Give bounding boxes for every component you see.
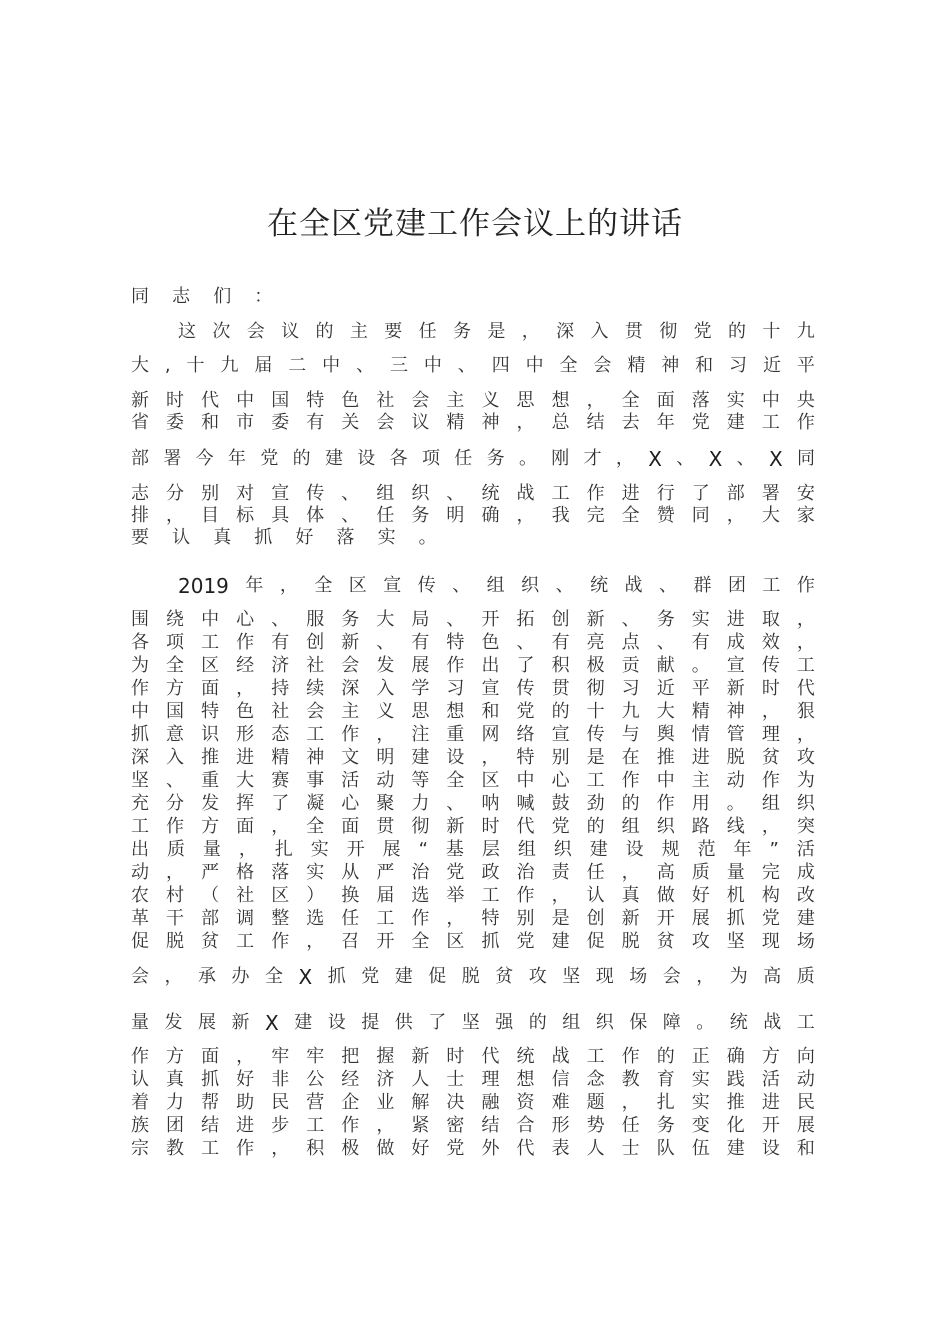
- text-line: 2019 年 ， 全 区 宣 传 、 组 织 、 统 战 、 群 团 工 作: [178, 574, 815, 598]
- text-line: 同 志 们 ：: [131, 286, 273, 307]
- text-line: 革 干 部 调 整 选 任 工 作 ， 特 别 是 创 新 开 展 抓 党 建: [131, 908, 815, 929]
- text-line: 为 全 区 经 济 社 会 发 展 作 出 了 积 极 贡 献 。 宣 传 工: [131, 655, 815, 676]
- text-line: 认 真 抓 好 非 公 经 济 人 士 理 想 信 念 教 育 实 践 活 动: [131, 1069, 815, 1090]
- text-line: 坚 、 重 大 赛 事 活 动 等 全 区 中 心 工 作 中 主 动 作 为: [131, 770, 815, 791]
- text-line: 部 署 今 年 党 的 建 设 各 项 任 务 。 刚 才 ， X 、 X 、 X 同: [131, 447, 815, 471]
- text-line: 排 ， 目 标 具 体 、 任 务 明 确 ， 我 完 全 赞 同 ， 大 家: [131, 505, 815, 526]
- text-line: 新 时 代 中 国 特 色 社 会 主 义 思 想 ， 全 面 落 实 中 央: [131, 390, 815, 411]
- text-line: 围 绕 中 心 、 服 务 大 局 、 开 拓 创 新 、 务 实 进 取 ，: [131, 609, 815, 630]
- text-line: 着 力 帮 助 民 营 企 业 解 决 融 资 难 题 ， 扎 实 推 进 民: [131, 1092, 815, 1113]
- text-line: 大 , 十 九 届 二 中 、 三 中 、 四 中 全 会 精 神 和 习 近 平: [131, 355, 815, 376]
- text-line: 深 入 推 进 精 神 文 明 建 设 ， 特 别 是 在 推 进 脱 贫 攻: [131, 747, 815, 768]
- text-line: 宗 教 工 作 ， 积 极 做 好 党 外 代 表 人 士 队 伍 建 设 和: [131, 1138, 815, 1159]
- text-line: 作 方 面 ， 持 续 深 入 学 习 宣 传 贯 彻 习 近 平 新 时 代: [131, 678, 815, 699]
- text-line: 抓 意 识 形 态 工 作 ， 注 重 网 络 宣 传 与 舆 情 管 理 ，: [131, 724, 815, 745]
- text-line: 促 脱 贫 工 作 ， 召 开 全 区 抓 党 建 促 脱 贫 攻 坚 现 场: [131, 931, 815, 952]
- text-line: 作 方 面 ， 牢 牢 把 握 新 时 代 统 战 工 作 的 正 确 方 向: [131, 1046, 815, 1067]
- text-line: 工 作 方 面 ， 全 面 贯 彻 新 时 代 党 的 组 织 路 线 ， 突: [131, 816, 815, 837]
- text-line: 充 分 发 挥 了 凝 心 聚 力 、 呐 喊 鼓 劲 的 作 用 。 组 织: [131, 793, 815, 814]
- document-title: 在全区党建工作会议上的讲话: [267, 206, 683, 242]
- text-line: 省 委 和 市 委 有 关 会 议 精 神 ， 总 结 去 年 党 建 工 作: [131, 412, 815, 433]
- text-line: 中 国 特 色 社 会 主 义 思 想 和 党 的 十 九 大 精 神 ， 狠: [131, 701, 815, 722]
- text-line: 动 ， 严 格 落 实 从 严 治 党 政 治 责 任 ， 高 质 量 完 成: [131, 862, 815, 883]
- text-line: 这 次 会 议 的 主 要 任 务 是 ， 深 入 贯 彻 党 的 十 九: [178, 321, 815, 342]
- text-line: 要 认 真 抓 好 落 实 。: [131, 527, 437, 548]
- text-line: 志 分 别 对 宣 传 、 组 织 、 统 战 工 作 进 行 了 部 署 安: [131, 483, 815, 504]
- text-line: 各 项 工 作 有 创 新 、 有 特 色 、 有 亮 点 、 有 成 效 ，: [131, 632, 815, 653]
- text-line: 出 质 量 ， 扎 实 开 展 “ 基 层 组 织 建 设 规 范 年 ” 活: [131, 839, 815, 860]
- text-line: 会 ， 承 办 全 X 抓 党 建 促 脱 贫 攻 坚 现 场 会 ， 为 高 质: [131, 965, 815, 989]
- text-line: 族 团 结 进 步 工 作 ， 紧 密 结 合 形 势 任 务 变 化 开 展: [131, 1115, 815, 1136]
- text-line: 量 发 展 新 X 建 设 提 供 了 坚 强 的 组 织 保 障 。 统 战 工: [131, 1011, 815, 1035]
- text-line: 农 村 （ 社 区 ） 换 届 选 举 工 作 ， 认 真 做 好 机 构 改: [131, 885, 815, 906]
